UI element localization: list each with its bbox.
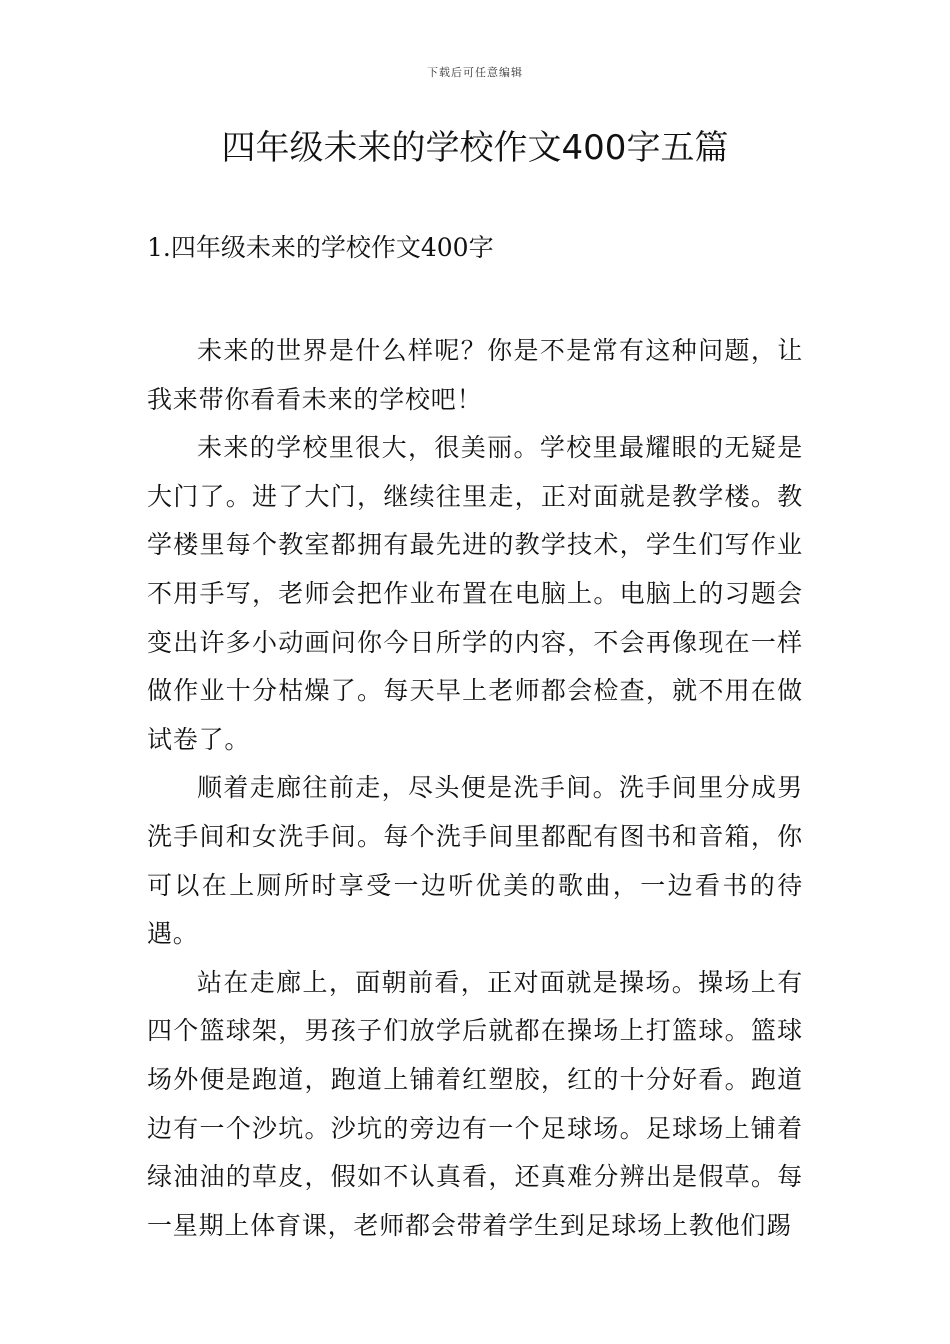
section-heading: 1.四年级未来的学校作文400字 [147,233,494,262]
paragraph-3: 顺着走廊往前走，尽头便是洗手间。洗手间里分成男洗手间和女洗手间。每个洗手间里都配有图书和音箱，你可以在上厕所时享受一边听优美的歌曲，一边看书的待遇。 [147,773,803,949]
header-note: 下载后可任意编辑 [427,66,523,79]
paragraph-4: 站在走廊上，面朝前看，正对面就是操场。操场上有四个篮球架，男孩子们放学后就都在操场上打篮球。篮球场外便是跑道，跑道上铺着红塑胶，红的十分好看。跑道边有一个沙坑。沙坑的旁边有一个足球场。足球场上铺着绿油油的草皮，假如不认真看，还真难分辨出是假草。每一星期上体育课，老师都会带着学生到足球场上教他们踢 [147,967,803,1240]
paragraph-1: 未来的世界是什么样呢？你是不是常有这种问题，让我来带你看看未来的学校吧！ [147,336,803,414]
paragraph-2: 未来的学校里很大，很美丽。学校里最耀眼的无疑是大门了。进了大门，继续往里走，正对面就是教学楼。教学楼里每个教室都拥有最先进的教学技术，学生们写作业不用手写，老师会把作业布置在电脑上。电脑上的习题会变出许多小动画问你今日所学的内容，不会再像现在一样做作业十分枯燥了。每天早上老师都会检查，就不用在做试卷了。 [147,433,803,754]
essay-body [147,327,803,1250]
document-title: 四年级未来的学校作文400字五篇 [221,128,729,168]
